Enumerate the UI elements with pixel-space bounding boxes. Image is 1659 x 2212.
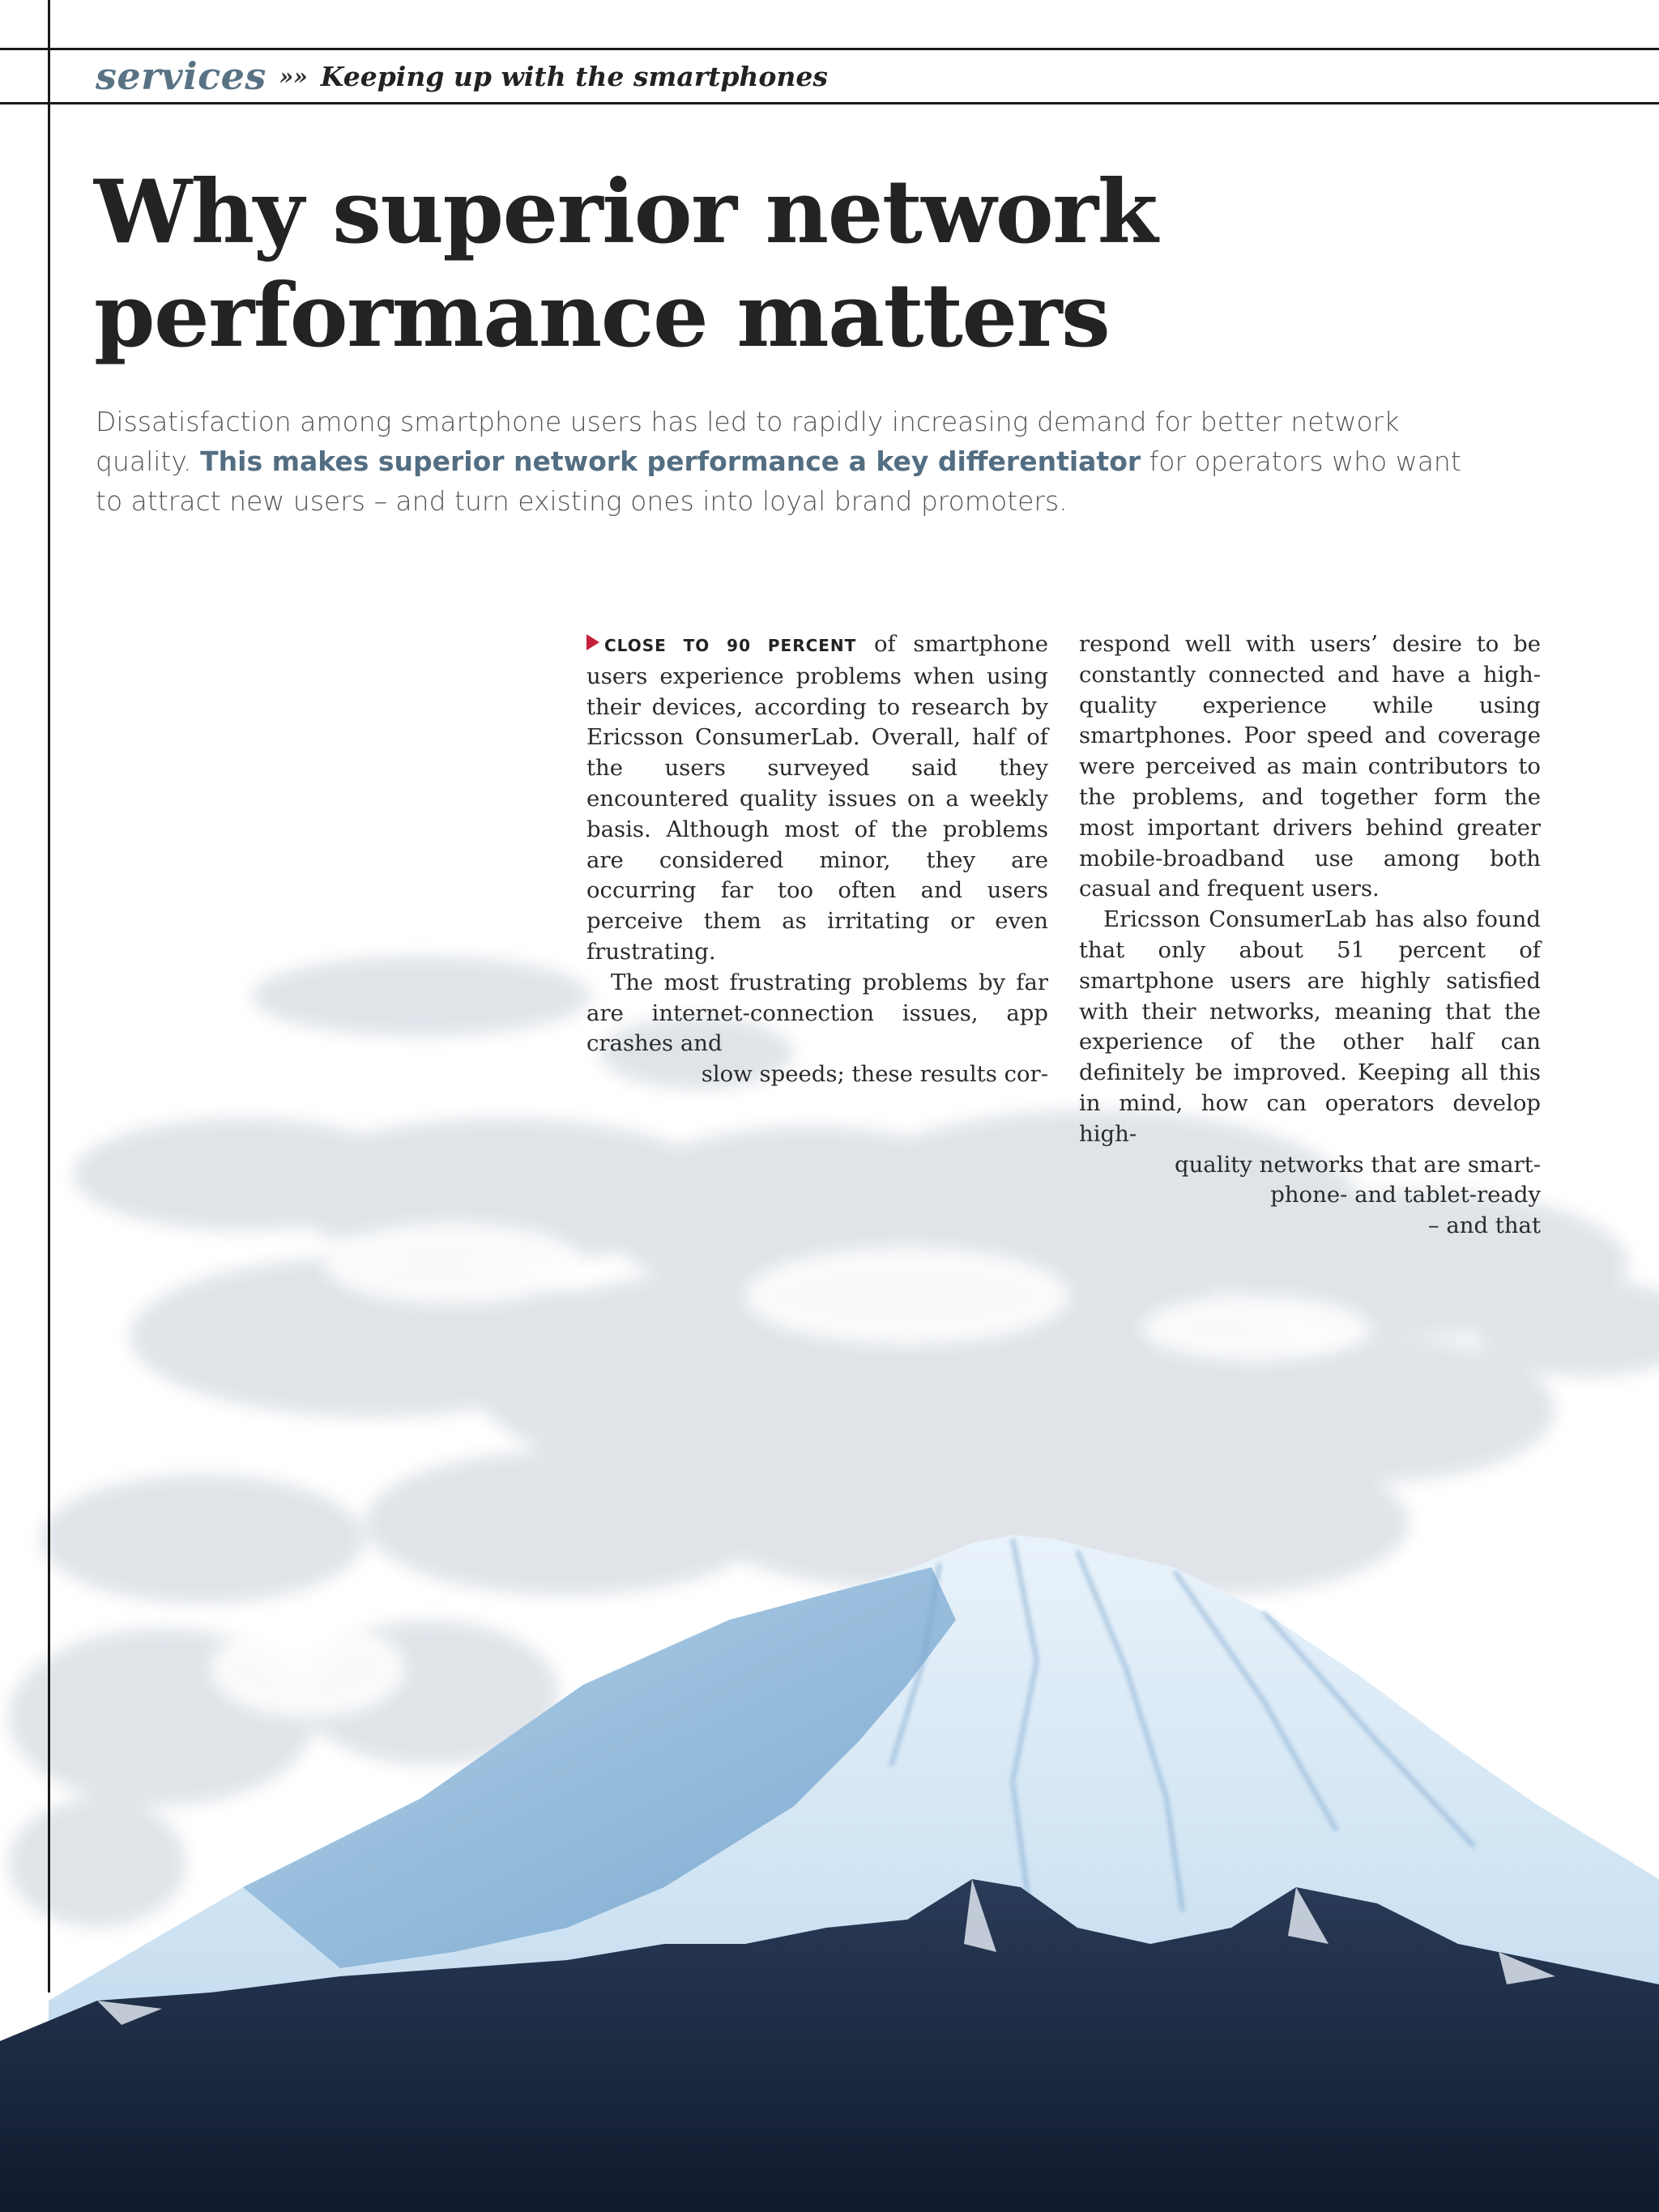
standfirst — [96, 402, 1473, 521]
standfirst-part-2: for operators who want to attract new users – and turn existing ones into loyal brand promoters. — [96, 445, 1461, 517]
body-paragraph — [1079, 629, 1541, 905]
body-column-2 — [1079, 629, 1541, 1242]
section-separator: »» — [279, 62, 308, 90]
standfirst-emphasis: This makes superior network performance a key differentiator — [200, 445, 1141, 477]
body-column-1 — [586, 629, 1048, 1090]
headline-line-2: performance matters — [94, 265, 1110, 367]
body-paragraph — [1079, 905, 1541, 1242]
standfirst-part-1: Dissatisfaction among smartphone users has led to rapidly increasing demand for better network quality. — [96, 406, 1400, 477]
body-paragraph — [586, 968, 1048, 1090]
lead-arrow-icon — [586, 634, 599, 650]
col1-paragraph-1: of smartphone users experience problems when using their devices, according to research by Ericsson ConsumerLab. Overall, half of the users surveyed said they encountered quality issues on a weekly basis. Although most of the problems are considered minor, they are occurring far too often and users perceive them as irritating or even frustrating. — [586, 631, 1048, 965]
section-topic: Keeping up with the smartphones — [320, 60, 828, 92]
headline — [94, 160, 1309, 368]
col1-paragraph-2: The most frustrating problems by far are internet-connection issues, app crashes and — [586, 969, 1048, 1057]
headline-line-1: Why superior network — [94, 161, 1158, 263]
running-head — [96, 50, 828, 102]
col2-tail-line-3: – and that — [1427, 1213, 1541, 1239]
section-name: services — [96, 54, 267, 98]
body-paragraph — [586, 629, 1048, 968]
col2-paragraph-2: Ericsson ConsumerLab has also found that only about 51 percent of smartphone users are highly satisfied with their networks, meaning that the experience of the other half can definitely be improved. Keeping all this in mind, how can operators develop high- — [1079, 906, 1541, 1147]
col2-tail-line-2: phone- and tablet-ready — [1270, 1182, 1541, 1208]
col2-tail-line-1: quality networks that are smart- — [1174, 1151, 1541, 1178]
col1-paragraph-2-tail: slow speeds; these results cor- — [701, 1061, 1048, 1088]
margin-rule — [48, 0, 50, 1993]
lead-in: CLOSE TO 90 PERCENT — [604, 636, 857, 655]
col2-paragraph-1: respond well with users’ desire to be constantly connected and have a high-quality experience while using smartphones. Poor speed and coverage were perceived as main contributors to the problems, and together form the most important drivers behind greater mobile-broadband use among both casual and frequent users. — [1079, 631, 1541, 902]
running-head-rule — [0, 102, 1659, 104]
